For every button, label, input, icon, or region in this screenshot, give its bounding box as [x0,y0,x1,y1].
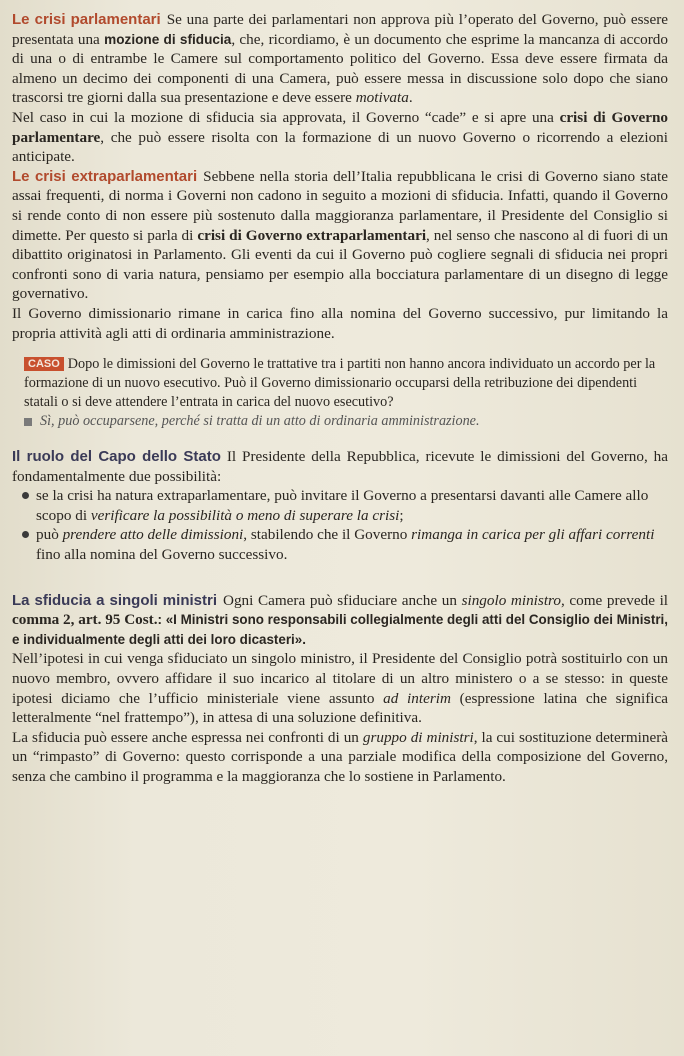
square-bullet-icon [24,418,32,426]
paragraph-crisi-extraparlamentari: Le crisi extraparlamentari Sebbene nella storia dell’Italia repubblicana le crisi di Governo siano state assai frequenti, di norma i Governi non cadono in seguito a mozioni di sfiducia. Infatti, quando il Governo si rende conto di non essere più sostenuto dalla maggioranza parlamentare, il Presidente del Consiglio si dimette. Per questo si parla di crisi di Governo extraparlamentari, nel senso che nascono al di fuori di un dibattito originatosi in Parlamento. Gli eventi da cui il Governo può cogliere segnali di sfiducia nei propri confronti sono di varia natura, pensiamo per esempio alla bocciatura parlamentare di un disegno di legge governativo. [12,167,669,303]
heading-crisi-parlamentari: Le crisi parlamentari [12,11,161,28]
heading-sfiducia-singoli-ministri: La sfiducia a singoli ministri [12,591,217,609]
bullet-icon [22,492,29,499]
list-item: può prendere atto delle dimissioni, stabilendo che il Governo rimanga in carica per gli affari correnti fino alla nomina del Governo successivo. [12,525,668,564]
paragraph-sfiducia-singoli-ministri: La sfiducia a singoli ministri Ogni Camera può sfiduciare anche un singolo ministro, come prevede il comma 2, art. 95 Cost.: «I Ministri sono responsabili collegialmente degli atti del Consiglio dei Ministri, e individualmente degli atti dei loro dicasteri». [12,591,669,647]
paragraph-crisi-parlamentari: Le crisi parlamentari Se una parte dei parlamentari non approva più l’operato del Governo, può essere presentata una mozione di sfiducia, che, ricordiamo, è un documento che esprime la mancanza di accordo di una o di entrambe le Camere sul comportamento politico del Governo. Essa deve essere firmata da almeno un decimo dei componenti di una Camera, può essere messa in discussione solo dopo che siano trascorsi tre giorni dalla sua presentazione e deve essere motivata. [12,11,668,107]
case-box [12,355,668,431]
heading-capo-dello-stato: Il ruolo del Capo dello Stato [12,448,221,466]
case-question: CASO Dopo le dimissioni del Governo le trattative tra i partiti non hanno ancora individuato un accordo per la formazione di un nuovo esecutivo. Può il Governo dimissionario occuparsi della retribuzione dei dipendenti statali o si deve attendere l’entrata in carica del nuovo esecutivo? [24,356,656,411]
case-answer: Sì, può occuparsene, perché si tratta di un atto di ordinaria amministrazione. [24,412,668,431]
list-item: se la crisi ha natura extraparlamentare, può invitare il Governo a presentarsi davanti alle Camere allo scopo di verificare la possibilità o meno di superare la crisi; [12,486,668,525]
case-label: CASO [24,357,64,371]
paragraph-ad-interim: Nell’ipotesi in cui venga sfiduciato un singolo ministro, il Presidente del Consiglio potrà sostituirlo con un nuovo membro, ovvero affidare il suo incarico al titolare di un altro ministero o a se stesso: in queste ipotesi diciamo che l’ufficio ministeriale viene assunto ad interim (espressione latina che significa letteralmente “nel frattempo”), in attesa di una soluzione definitiva. [12,650,668,727]
options-list [12,486,668,564]
paragraph-rimpasto: La sfiducia può essere anche espressa nei confronti di un gruppo di ministri, la cui sostituzione determinerà un “rimpasto” di Governo: questo corrisponde a una parziale modifica della composizione del Governo, senza che cambino il programma e la maggioranza che lo sostiene in Parlamento. [12,728,668,785]
paragraph-crisi-parlamentari-2: Nel caso in cui la mozione di sfiducia sia approvata, il Governo “cade” e si apre una crisi di Governo parlamentare, che può essere risolta con la formazione di un nuovo Governo o ricorrendo a elezioni anticipate. [12,108,668,166]
heading-crisi-extraparlamentari: Le crisi extraparlamentari [12,167,198,185]
bullet-icon [22,531,29,538]
paragraph-governo-dimissionario: Il Governo dimissionario rimane in carica fino alla nomina del Governo successivo, pur limitando la propria attività agli atti di ordinaria amministrazione. [12,304,668,342]
paragraph-capo-dello-stato: Il ruolo del Capo dello Stato Il Presidente della Repubblica, ricevute le dimissioni del Governo, ha fondamentalmente due possibilità: [12,448,668,485]
